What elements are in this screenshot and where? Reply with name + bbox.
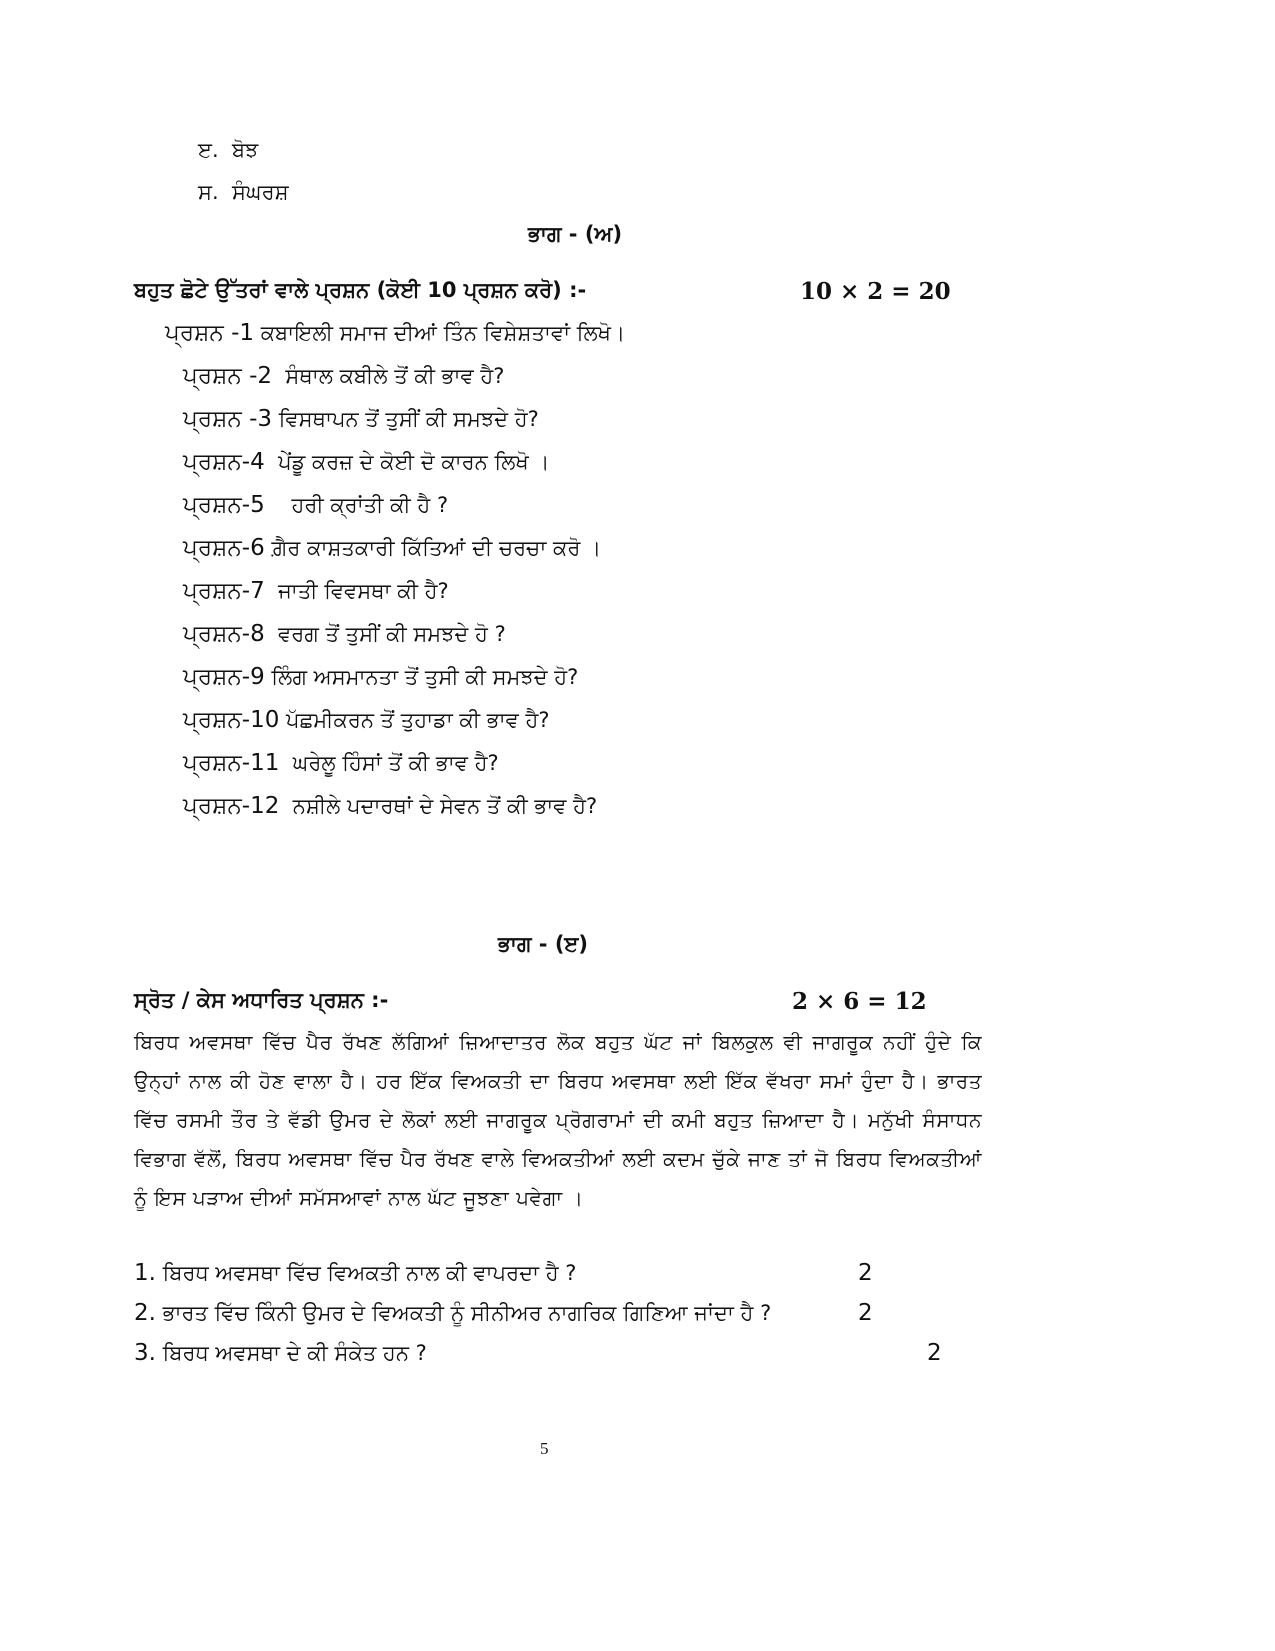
- page-number: 5: [540, 1439, 549, 1458]
- question-11: ਪ੍ਰਸ਼ਨ-11 ਘਰੇਲੂ ਹਿੰਸਾਂ ਤੋਂ ਕੀ ਭਾਵ ਹੈ?: [183, 750, 499, 776]
- question-1: ਪ੍ਰਸ਼ਨ -1 ਕਬਾਇਲੀ ਸਮਾਜ ਦੀਆਂ ਤਿੰਨ ਵਿਸ਼ੇਸ਼ਤਾਵਾਂ ਲਿਖੋ।: [165, 320, 626, 346]
- option-e: ੲ. ਬੋਝ: [198, 138, 259, 162]
- question-8: ਪ੍ਰਸ਼ਨ-8 ਵਰਗ ਤੋਂ ਤੁਸੀਂ ਕੀ ਸਮਝਦੇ ਹੋ ?: [183, 621, 506, 647]
- question-4: ਪ੍ਰਸ਼ਨ-4 ਪੇਂਡੂ ਕਰਜ਼ ਦੇ ਕੋਈ ਦੋ ਕਾਰਨ ਲਿਖੋ ।: [183, 449, 550, 475]
- section-e-heading: ਸ੍ਰੋਤ / ਕੇਸ ਅਧਾਰਿਤ ਪ੍ਰਸ਼ਨ :-: [134, 988, 389, 1012]
- option-s: ਸ. ਸੰਘਰਸ਼: [198, 180, 289, 204]
- question-10: ਪ੍ਰਸ਼ਨ-10 ਪੱਛਮੀਕਰਨ ਤੋਂ ਤੁਹਾਡਾ ਕੀ ਭਾਵ ਹੈ?: [183, 707, 550, 733]
- case-question-1: 1. ਬਿਰਧ ਅਵਸਥਾ ਵਿੱਚ ਵਿਅਕਤੀ ਨਾਲ ਕੀ ਵਾਪਰਦਾ ਹੈ ?: [134, 1260, 577, 1286]
- section-a-heading: ਬਹੁਤ ਛੋਟੇ ਉੱਤਰਾਂ ਵਾਲੇ ਪ੍ਰਸ਼ਨ (ਕੋਈ 10 ਪ੍ਰਸ਼ਨ ਕਰੋ) :-: [134, 278, 587, 302]
- question-2: ਪ੍ਰਸ਼ਨ -2 ਸੰਥਾਲ ਕਬੀਲੇ ਤੋਂ ਕੀ ਭਾਵ ਹੈ?: [183, 363, 505, 389]
- question-6: ਪ੍ਰਸ਼ਨ-6 ਗ਼ੈਰ ਕਾਸ਼ਤਕਾਰੀ ਕਿੱਤਿਆਂ ਦੀ ਚਰਚਾ ਕਰੋ ।: [183, 535, 602, 561]
- section-e-title: ਭਾਗ - (ੲ): [498, 932, 589, 956]
- section-a-title: ਭਾਗ - (ਅ): [528, 222, 623, 246]
- question-3: ਪ੍ਰਸ਼ਨ -3 ਵਿਸਥਾਪਨ ਤੋਂ ਤੁਸੀਂ ਕੀ ਸਮਝਦੇ ਹੋ?: [183, 406, 539, 432]
- case-question-2: 2. ਭਾਰਤ ਵਿੱਚ ਕਿੰਨੀ ਉਮਰ ਦੇ ਵਿਅਕਤੀ ਨੂੰ ਸੀਨੀਅਰ ਨਾਗਰਿਕ ਗਿਣਿਆ ਜਾਂਦਾ ਹੈ ?: [134, 1300, 772, 1326]
- case-question-3: 3. ਬਿਰਧ ਅਵਸਥਾ ਦੇ ਕੀ ਸੰਕੇਤ ਹਨ ?: [134, 1340, 427, 1366]
- section-e-marks: 2 × 6 = 12: [792, 988, 927, 1015]
- question-12: ਪ੍ਰਸ਼ਨ-12 ਨਸ਼ੀਲੇ ਪਦਾਰਥਾਂ ਦੇ ਸੇਵਨ ਤੋਂ ਕੀ ਭਾਵ ਹੈ?: [183, 793, 598, 819]
- question-7: ਪ੍ਰਸ਼ਨ-7 ਜਾਤੀ ਵਿਵਸਥਾ ਕੀ ਹੈ?: [183, 578, 449, 604]
- source-passage: ਬਿਰਧ ਅਵਸਥਾ ਵਿੱਚ ਪੈਰ ਰੱਖਣ ਲੱਗਿਆਂ ਜ਼ਿਆਦਾਤਰ ਲੋਕ ਬਹੁਤ ਘੱਟ ਜਾਂ ਬਿਲਕੁਲ ਵੀ ਜਾਗਰੂਕ ਨਹੀਂ ਹੁੰਦੇ ਕਿ ਉਨ੍ਹਾਂ ਨਾਲ ਕੀ ਹੋਣ ਵਾਲਾ ਹੈ। ਹਰ ਇੱਕ ਵਿਅਕਤੀ ਦਾ ਬਿਰਧ ਅਵਸਥਾ ਲਈ ਇੱਕ ਵੱਖਰਾ ਸਮਾਂ ਹੁੰਦਾ ਹੈ। ਭਾਰਤ ਵਿੱਚ ਰਸਮੀ ਤੌਰ ਤੇ ਵੱਡੀ ਉਮਰ ਦੇ ਲੋਕਾਂ ਲਈ ਜਾਗਰੂਕ ਪ੍ਰੋਗਰਾਮਾਂ ਦੀ ਕਮੀ ਬਹੁਤ ਜ਼ਿਆਦਾ ਹੈ। ਮਨੁੱਖੀ ਸੰਸਾਧਨ ਵਿਭਾਗ ਵੱਲੋਂ, ਬਿਰਧ ਅਵਸਥਾ ਵਿੱਚ ਪੈਰ ਰੱਖਣ ਵਾਲੇ ਵਿਅਕਤੀਆਂ ਲਈ ਕਦਮ ਚੁੱਕੇ ਜਾਣ ਤਾਂ ਜੋ ਬਿਰਧ ਵਿਅਕਤੀਆਂ ਨੂੰ ਇਸ ਪੜਾਅ ਦੀਆਂ ਸਮੱਸਆਵਾਂ ਨਾਲ ਘੱਟ ਜੂਝਣਾ ਪਵੇਗਾ ।: [134, 1030, 982, 1210]
- section-a-marks: 10 × 2 = 20: [800, 278, 951, 305]
- question-9: ਪ੍ਰਸ਼ਨ-9 ਲਿੰਗ ਅਸਮਾਨਤਾ ਤੋਂ ਤੁਸੀ ਕੀ ਸਮਝਦੇ ਹੋ?: [183, 664, 579, 690]
- case-question-3-mark: 2: [927, 1340, 942, 1366]
- question-5: ਪ੍ਰਸ਼ਨ-5 ਹਰੀ ਕ੍ਰਾਂਤੀ ਕੀ ਹੈ ?: [183, 492, 449, 518]
- case-question-2-mark: 2: [858, 1300, 873, 1326]
- case-question-1-mark: 2: [858, 1260, 873, 1286]
